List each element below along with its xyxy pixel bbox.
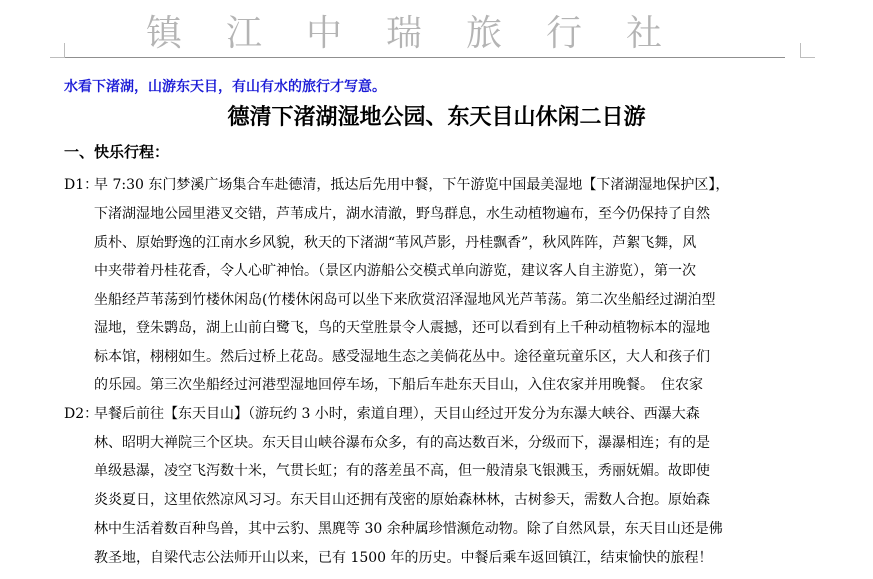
paragraph-line: 湿地，登朱鹮岛，湖上山前白鹭飞，鸟的天堂胜景令人震撼，还可以看到有上千种动植物标本的湿地 (94, 320, 710, 336)
letterhead-rule (65, 57, 785, 58)
paragraph-line: 的乐园。第三次坐船经过河港型湿地回停车场，下船后车赴东天目山，入住农家并用晚餐。 住农家 (94, 377, 703, 393)
paragraph-line: 标本馆，栩栩如生。然后过桥上花岛。感受湿地生态之美倘花丛中。途径童玩童乐区，大人和孩子们 (94, 349, 710, 365)
paragraph-line: 中夹带着丹桂花香，令人心旷神怡。（景区内游船公交模式单向游览，建议客人自主游览），第一次 (94, 263, 696, 279)
paragraph-line: 早餐后前往【东天目山】（游玩约 3 小时，索道自理），天目山经过开发分为东瀑大峡谷、西瀑大森 (94, 406, 700, 422)
paragraph-line: 质朴、原始野逸的江南水乡风貌，秋天的下渚湖“苇风芦影，丹桂飘香”，秋风阵阵，芦絮飞舞，风 (94, 235, 697, 251)
header-corner-mark-right (800, 43, 815, 58)
paragraph-line: 炎炎夏日，这里依然凉风习习。东天目山还拥有茂密的原始森林林，古树参天，需数人合抱。原始森 (94, 492, 710, 508)
paragraph-line: 坐船经芦苇荡到竹楼休闲岛(竹楼休闲岛可以坐下来欣赏沼泽湿地风光芦苇荡。第二次坐船经过湖泊型 (94, 292, 716, 308)
day-label: D1： (64, 177, 99, 193)
paragraph-line: 单级悬瀑，凌空飞泻数十米，气贯长虹；有的落差虽不高，但一般清泉飞银溅玉，秀丽妩媚。故即使 (94, 463, 710, 479)
paragraph-line: 林、昭明大禅院三个区块。东天目山峡谷瀑布众多，有的高达数百米，分级而下，瀑瀑相连；有的是 (94, 435, 710, 451)
paragraph-line: 教圣地，自梁代志公法师开山以来，已有 1500 年的历史。中餐后乘车返回镇江，结束愉快的旅程！ (94, 550, 713, 566)
paragraph-line: 早 7:30 东门梦溪广场集合车赴德清，抵达后先用中餐，下午游览中国最美湿地【下渚湖湿地保护区】， (94, 177, 730, 193)
paragraph-line: 下渚湖湿地公园里港叉交错，芦苇成片，湖水清澈，野鸟群息，水生动植物遍布，至今仍保持了自然 (94, 206, 710, 222)
paragraph-line: 林中生活着数百种鸟兽，其中云豹、黑麂等 30 余种属珍惜濒危动物。除了自然风景，东天目山还是佛 (94, 521, 723, 537)
letterhead-agency-name: 镇江中瑞旅行社 (145, 13, 706, 54)
section-heading: 一、快乐行程： (64, 143, 170, 161)
day-label: D2： (64, 406, 99, 422)
slogan: 水看下渚湖，山游东天目，有山有水的旅行才写意。 (64, 79, 386, 95)
page-title: 德清下渚湖湿地公园、东天目山休闲二日游 (227, 104, 646, 130)
header-corner-mark-left (50, 43, 65, 58)
